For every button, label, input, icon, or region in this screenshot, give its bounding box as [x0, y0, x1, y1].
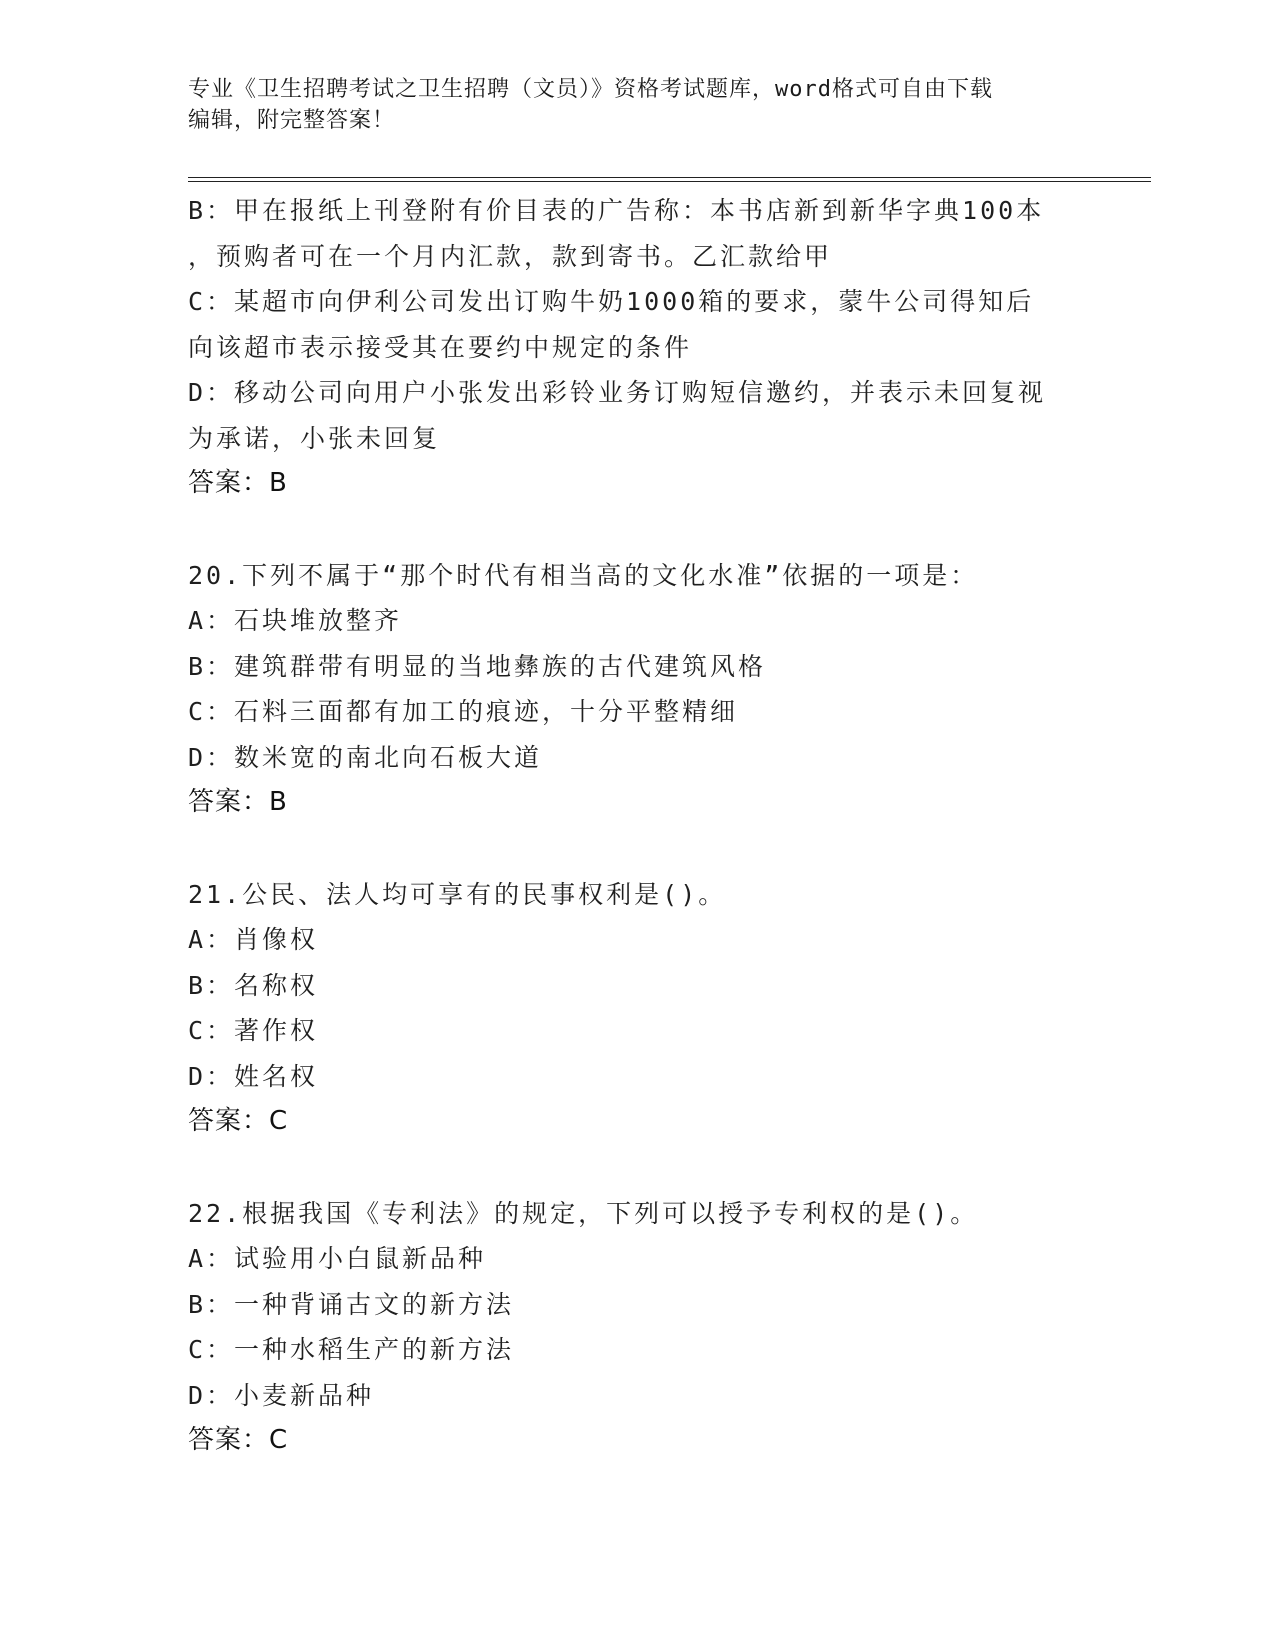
- option-line: 向该超市表示接受其在要约中规定的条件: [188, 332, 693, 362]
- option-d: D：姓名权: [188, 1061, 319, 1091]
- question-stem: 20.下列不属于“那个时代有相当高的文化水准”依据的一项是：: [188, 560, 979, 590]
- option-a: A：试验用小白鼠新品种: [188, 1244, 487, 1273]
- answer-line: 答案：C: [188, 1425, 289, 1455]
- option-line: B：甲在报纸上刊登附有价目表的广告称：本书店新到新华字典100本: [188, 196, 1045, 225]
- spacer: [188, 826, 1088, 872]
- option-b: B：一种背诵古文的新方法: [188, 1289, 515, 1319]
- option-d: D：小麦新品种: [188, 1380, 375, 1410]
- option-d: [188, 370, 1088, 461]
- option-line: C：某超市向伊利公司发出订购牛奶1000箱的要求，蒙牛公司得知后: [188, 287, 1035, 316]
- option-line: ，预购者可在一个月内汇款，款到寄书。乙汇款给甲: [188, 241, 833, 271]
- spacer: [188, 1145, 1088, 1191]
- spacer: [188, 507, 1088, 553]
- option-c: C：一种水稻生产的新方法: [188, 1335, 515, 1364]
- question-22: [188, 1191, 1088, 1464]
- option-c: [188, 279, 1088, 370]
- partial-question: [188, 188, 1088, 507]
- answer-line: 答案：C: [188, 1106, 289, 1136]
- question-stem: 22.根据我国《专利法》的规定，下列可以授予专利权的是()。: [188, 1198, 979, 1228]
- option-b: [188, 188, 1088, 279]
- option-c: C：著作权: [188, 1016, 319, 1045]
- question-stem: 21.公民、法人均可享有的民事权利是()。: [188, 879, 727, 909]
- question-content: [188, 188, 1088, 1464]
- question-20: [188, 553, 1088, 826]
- question-21: [188, 872, 1088, 1145]
- document-header: [188, 74, 1088, 136]
- answer-line: 答案：B: [188, 787, 288, 817]
- option-a: A：石块堆放整齐: [188, 606, 403, 635]
- header-line-1: 专业《卫生招聘考试之卫生招聘（文员）》资格考试题库，word格式可自由下载: [188, 77, 993, 102]
- option-b: B：建筑群带有明显的当地彝族的古代建筑风格: [188, 651, 767, 681]
- option-d: D：数米宽的南北向石板大道: [188, 742, 543, 772]
- option-b: B：名称权: [188, 970, 319, 1000]
- option-c: C：石料三面都有加工的痕迹，十分平整精细: [188, 697, 739, 726]
- header-line-2: 编辑，附完整答案！: [188, 108, 396, 133]
- option-line: 为承诺，小张未回复: [188, 423, 441, 453]
- header-divider: [188, 177, 1151, 182]
- option-line: D：移动公司向用户小张发出彩铃业务订购短信邀约，并表示未回复视: [188, 378, 1047, 407]
- option-a: A：肖像权: [188, 925, 319, 954]
- answer-line: 答案：B: [188, 468, 288, 498]
